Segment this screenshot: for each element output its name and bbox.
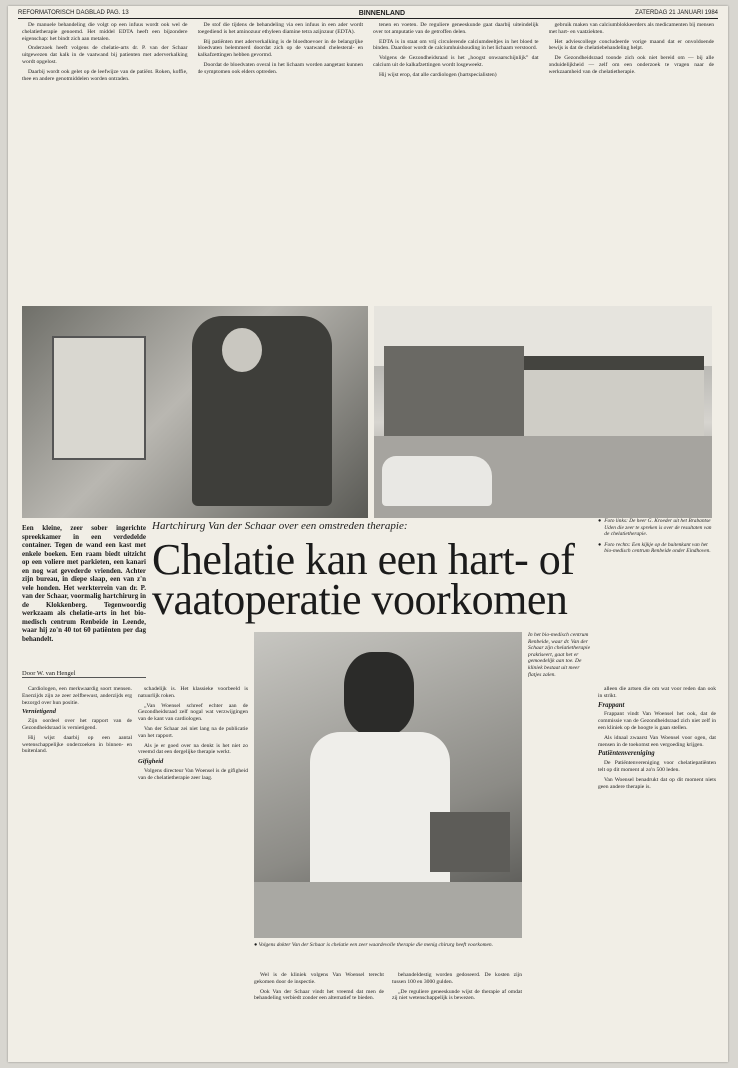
right-column [598,686,716,1056]
paragraph: alleen die artsen die om wat voor reden dan ook in strikt. [598,686,716,699]
paragraph: Frappant vindt Van Woensel het ook, dat de commissie van de Gezondheidsraad zich niet zelf in een kliniek op de hoogte is gaan stellen. [598,711,716,731]
subheading: Vernietigend [22,708,56,716]
subheading: Patiëntenvereniging [598,750,655,758]
photo-doctor [254,632,522,938]
patient-figure [192,316,332,506]
paragraph: De Patiëntenvereniging voor chelatiepatiënten telt op dit moment al zo'n 500 leden. [598,760,716,773]
car [382,456,492,506]
paragraph: gebruik maken van calciumblokkeerders als medicamenten bij mensen met hart- en vaatziekten. [548,22,714,35]
header-date: ZATERDAG 21 JANUARI 1984 [635,10,718,16]
patient-head [222,328,262,372]
top-column-3 [373,22,539,292]
paragraph: Onderzoek heeft volgens de chelatie-arts dr. P. van der Schaar uitgewezen dat kalk in de vaatwand bij patienten met aderverkalking wordt opgelost. [22,45,188,65]
top-column-1 [22,22,188,292]
byline: Door W. van Hengel [22,670,146,678]
body-column-3 [254,972,384,1056]
header-section: BINNENLAND [358,9,406,17]
paragraph: Van der Schaar zei niet lang na de publicatie van het rapport. [138,725,248,739]
paragraph: „De reguliere geneeskunde wijst de therapie af omdat zij niet wetenschappelijk is bewezen. [392,988,522,1002]
paragraph: „Van Woensel schreef echter aan de Gezondheidsraad zelf nogal wat verzwijgingen van de kant van cardiologen. [138,702,248,723]
paragraph: De manuele behandeling die volgt op een infuus wordt ook wel de chelatietherapie genoemd. Het middel EDTA heeft een bijzondere eigenschap: het bindt zich aan metalen. [22,22,188,42]
paragraph: Als idnaal zwaarst Van Woensel voor ogen, dat mensen in de toekomst een vergoeding krijgen. [598,734,716,748]
bullet-icon: ● [598,541,602,548]
paragraph: Bij patiënten met aderverkalking is de bloedtoevoer in de belangrijke bloedvaten belemmerd doordat zich op de vaatwand chelesteral- en kalkafzettingen hebben gevormd. [197,38,363,59]
paragraph: Hij wijst erop, dat alle cardiologen (hartspecialisten) [379,71,497,78]
bullet-icon: ● [598,518,602,524]
paragraph: tenen en voeten. De reguliere geneeskunde gaat daarbij uiteindelijk over tot amputatie van de getroffen delen. [373,22,539,35]
doctor-photo-caption: ● Volgens dokter Van der Schaar is chelatie een zeer waardevolle therapie die menig chirurg heeft voorkomen. [254,942,493,948]
paragraph: Wel is de kliniek volgens Van Woensel terecht gekomen door de inspectie. [254,972,384,985]
photo-captions [598,518,716,559]
caption-text: Foto rechts: Een kijkje op de buitenkant van het bio-medisch centrum Renbeide onder Eindhoven. [604,541,711,555]
equipment [430,812,510,872]
newspaper-page [8,6,728,1062]
paragraph: De Gezondheidsraad toonde zich ook niet bereid om — bij alle onduidelijkheid — zelf om een onderzoek te vragen naar de werkzaamheid van de chelatietherapie. [548,55,714,75]
trees [384,346,524,436]
body-column-2 [138,686,248,1056]
paragraph: Hij wijst daarbij op een aantal wetenschappelijke onderzoeken in binnen- en buitenland. [22,734,132,755]
paragraph: EDTA is in staat om vrij circulerende calciumdeeltjes in het bloed te binden. Daardoor wordt de calciumhuishouding in het lichaam verstoord. [373,38,539,52]
headline: Chelatie kan een hart- of vaatoperatie voorkomen [152,535,575,624]
headline-kicker: Hartchirurg Van der Schaar over een omstreden therapie: [152,520,408,532]
header-left: REFORMATORISCH DAGBLAD PAG. 13 [18,10,129,16]
medical-equipment [52,336,146,460]
body-column-1 [22,686,132,1056]
caption-item [598,518,716,538]
paragraph: Zijn oordeel over het rapport van de Gezondheidsraad is vernietigend. [22,718,132,731]
article-lead: Een kleine, zeer sober ingerichte spreekkamer in een verdedelde container. Tegen de wand een kast met enkele boeken. Een raam biedt uitzicht op een voliere met parkieten, een kanari en nog wat gevederde vrienden. Achter zijn bureau, in diepe slaap, een van z'n vele honden. Het werkterrein van dr. P. van der Schaar, voormalig hartchirurg in de Klokkenberg. Tegenwoordig werkzaam als chelatie-arts in het bio-medisch centrum Renbeide in Leende, waar hij zo'n 40 tot 60 patiënten per dag behandelt. [22,524,146,643]
caption-item [598,542,716,555]
paragraph: De stof die tijdens de behandeling via een infuus in een ader wordt toegediend is het aminozuur ethyleen diamine tetra azijnzuur (EDTA). [197,22,363,35]
paragraph: Als je er goed over na denkt is het niet zo vreemd dat een dergelijke therapie werkt. [138,742,248,756]
photo-patient-infusion [22,306,368,518]
subheading: Frappant [598,701,625,709]
paragraph: Van Woensel benadrukt dat op dit moment niets geen andere therapie is. [598,776,716,790]
paragraph: Het adviescollege concludeerde vorige maand dat er onvoldoende bewijs is dat de chelatiebehandeling helpt. [548,38,714,52]
page-header [18,8,718,19]
sidebar-text: In het bio-medisch centrum Renbeide, waar dr. Van der Schaar zijn chelatietherapie praktiseert, gaat het er gemoedelijk aan toe. De kliniek bestaat uit meer flatjes zalen. [528,632,591,678]
doctor-head [344,652,414,736]
paragraph: schadelijk is. Het klassieke voorbeeld is natuurlijk roken. [138,686,248,699]
caption-text: Foto links: De heer G. Kroeder uit het Brabantse Uden die zeer te spreken is over de resultaten van de chelatietherapie. [604,518,712,538]
doctor-coat [310,732,450,882]
desk [254,882,522,938]
paragraph: behandeldestig worden gedoseerd. De kosten zijn tussen 100 en 3000 gulden. [392,972,522,985]
top-column-2 [198,22,364,292]
body-column-4 [392,972,522,1056]
subheading: Gifigheid [138,758,164,766]
top-article-columns [22,22,714,292]
photo-clinic-exterior [374,306,712,518]
paragraph: Doordat de bloedvaten overal in het lichaam worden aangetast kunnen de symptomen ook elders optreden. [197,61,363,75]
paragraph: Ook Van der Schaar vindt het vreemd dat men de behandeling verbiedt zonder een alternatief te bieden. [254,988,384,1002]
top-column-4 [549,22,715,292]
paragraph: Daarbij wordt ook gelet op de leefwijze van de patiënt. Roken, koffie, thee en andere genotmiddelen worden ontraden. [22,68,188,82]
paragraph: Volgens directeur Van Woensel is de gifigheid van de chelatietherapie zeer laag. [138,767,248,781]
paragraph: Cardiologen, een merkwaardig soort mensen. Enerzijds zijn ze zeer zelfbewust, anderzijds erg bezorgd over hun positie. [22,686,132,706]
paragraph: Volgens de Gezondheidsraad is het „hoogst onwaarschijnlijk” dat calcium uit de kalkafzettingen wordt losgeweekt. [373,55,539,68]
